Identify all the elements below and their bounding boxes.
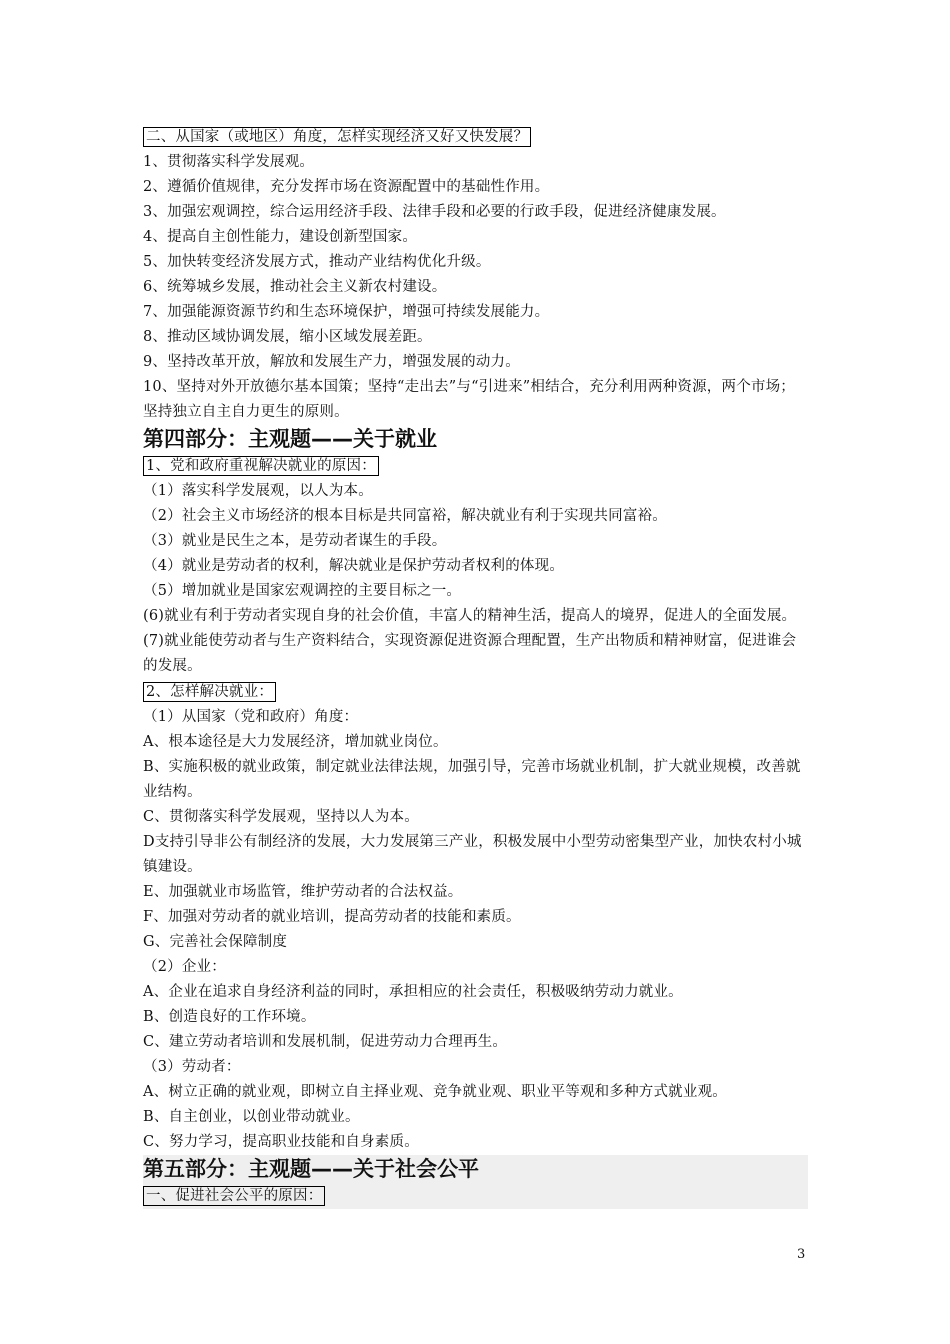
part4-q2-title: 2、怎样解决就业： <box>143 682 276 702</box>
enterprise-measures-list <box>143 980 808 1055</box>
list-item: (7)就业能使劳动者与生产资料结合，实现资源促进资源合理配置，生产出物质和精神财富，促进谁会的发展。 <box>143 633 797 674</box>
list-item: 8、推动区域协调发展，缩小区域发展差距。 <box>143 329 432 345</box>
list-item: A、企业在追求自身经济利益的同时，承担相应的社会责任，积极吸纳劳动力就业。 <box>143 984 683 1000</box>
list-item: 9、坚持改革开放，解放和发展生产力，增强发展的动力。 <box>143 354 520 370</box>
list-item: 2、遵循价值规律，充分发挥市场在资源配置中的基础性作用。 <box>143 179 550 195</box>
list-item: (6)就业有利于劳动者实现自身的社会价值，丰富人的精神生活，提高人的境界，促进人的全面发展。 <box>143 608 797 624</box>
list-item: 10、坚持对外开放德尔基本国策；坚持“走出去”与“引进来”相结合，充分利用两种资源，两个市场；坚持独立自主自力更生的原则。 <box>143 379 795 420</box>
list-item: （4）就业是劳动者的权利，解决就业是保护劳动者权利的体现。 <box>143 558 565 574</box>
list-item: 3、加强宏观调控，综合运用经济手段、法律手段和必要的行政手段，促进经济健康发展。 <box>143 204 726 220</box>
state-measures-list <box>143 730 808 955</box>
part4-q1-list <box>143 479 808 679</box>
section2-title: 二、从国家（或地区）角度，怎样实现经济又好又快发展？ <box>143 127 531 147</box>
list-item: C、努力学习，提高职业技能和自身素质。 <box>143 1134 419 1150</box>
list-item: 7、加强能源资源节约和生态环境保护，增强可持续发展能力。 <box>143 304 550 320</box>
list-item: 6、统筹城乡发展，推动社会主义新农村建设。 <box>143 279 447 295</box>
part4-q1-title: 1、党和政府重视解决就业的原因： <box>143 456 379 476</box>
list-item: B、创造良好的工作环境。 <box>143 1009 316 1025</box>
part5-q1-title: 一、促进社会公平的原因： <box>143 1186 325 1206</box>
list-item: （3）就业是民生之本，是劳动者谋生的手段。 <box>143 533 447 549</box>
list-item: 1、贯彻落实科学发展观。 <box>143 154 315 170</box>
list-item: （1）落实科学发展观，以人为本。 <box>143 483 373 499</box>
section2-list <box>143 150 808 425</box>
subsection-label: （3）劳动者： <box>143 1059 241 1075</box>
list-item: A、根本途径是大力发展经济，增加就业岗位。 <box>143 734 448 750</box>
page-content <box>143 124 808 1209</box>
list-item: 5、加快转变经济发展方式，推动产业结构优化升级。 <box>143 254 491 270</box>
list-item: B、自主创业，以创业带动就业。 <box>143 1109 360 1125</box>
list-item: G、完善社会保障制度 <box>143 934 288 950</box>
list-item: （2）社会主义市场经济的根本目标是共同富裕，解决就业有利于实现共同富裕。 <box>143 508 667 524</box>
list-item: （5）增加就业是国家宏观调控的主要目标之一。 <box>143 583 462 599</box>
list-item: F、加强对劳动者的就业培训，提高劳动者的技能和素质。 <box>143 909 521 925</box>
list-item: E、加强就业市场监管，维护劳动者的合法权益。 <box>143 884 463 900</box>
list-item: A、树立正确的就业观，即树立自主择业观、竞争就业观、职业平等观和多种方式就业观。 <box>143 1084 727 1100</box>
list-item: C、贯彻落实科学发展观，坚持以人为本。 <box>143 809 419 825</box>
list-item: 4、提高自主创性能力，建设创新型国家。 <box>143 229 418 245</box>
subsection-label: （2）企业： <box>143 959 226 975</box>
part4-heading: 第四部分：主观题——关于就业 <box>143 427 437 451</box>
list-item: B、实施积极的就业政策，制定就业法律法规，加强引导，完善市场就业机制，扩大就业规模，改善就业结构。 <box>143 759 801 800</box>
list-item: D支持引导非公有制经济的发展，大力发展第三产业，积极发展中小型劳动密集型产业，加快农村小城镇建设。 <box>143 834 802 875</box>
part5-block <box>143 1155 808 1209</box>
subsection-label: （1）从国家（党和政府）角度： <box>143 709 359 725</box>
page-number: 3 <box>797 1247 806 1262</box>
list-item: C、建立劳动者培训和发展机制，促进劳动力合理再生。 <box>143 1034 508 1050</box>
worker-measures-list <box>143 1080 808 1155</box>
part5-heading: 第五部分：主观题——关于社会公平 <box>143 1157 479 1181</box>
